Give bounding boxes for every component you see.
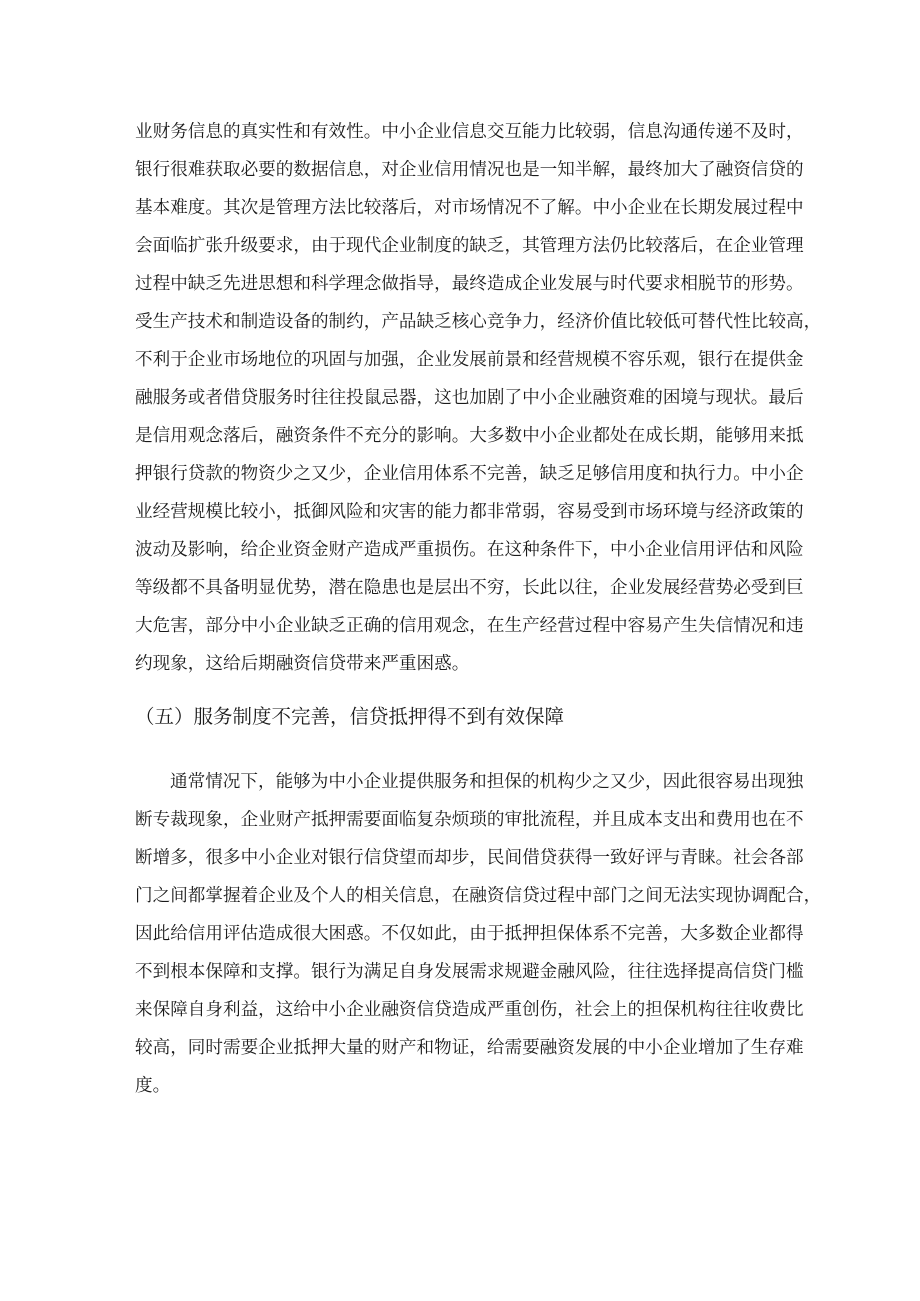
paragraph-line: 断专裁现象，企业财产抵押需要面临复杂烦琐的审批流程，并且成本支出和费用也在不 xyxy=(135,810,804,830)
paragraph-line: 来保障自身利益，这给中小企业融资信贷造成严重创伤，社会上的担保机构往往收费比 xyxy=(135,1000,804,1020)
paragraph-line: 门之间都掌握着企业及个人的相关信息，在融资信贷过程中部门之间无法实现协调配合， xyxy=(135,886,822,906)
paragraph-line: 不利于企业市场地位的巩固与加强，企业发展前景和经营规模不容乐观，银行在提供金 xyxy=(135,350,804,370)
section-heading: （五）服务制度不完善，信贷抵押得不到有效保障 xyxy=(135,705,565,728)
paragraph-line: 约现象，这给后期融资信贷带来严重困惑。 xyxy=(135,654,470,674)
paragraph-line: 是信用观念落后，融资条件不充分的影响。大多数中小企业都处在成长期，能够用来抵 xyxy=(135,426,804,446)
paragraph-line: 过程中缺乏先进思想和科学理念做指导，最终造成企业发展与时代要求相脱节的形势。 xyxy=(135,274,804,294)
paragraph-line: 等级都不具备明显优势，潜在隐患也是层出不穷，长此以往，企业发展经营势必受到巨 xyxy=(135,578,804,598)
paragraph-line: 会面临扩张升级要求，由于现代企业制度的缺乏，其管理方法仍比较落后，在企业管理 xyxy=(135,236,804,256)
paragraph-line: 业经营规模比较小，抵御风险和灾害的能力都非常弱，容易受到市场环境与经济政策的 xyxy=(135,502,804,522)
paragraph-line: 受生产技术和制造设备的制约，产品缺乏核心竞争力，经济价值比较低可替代性比较高， xyxy=(135,312,822,332)
paragraph-line: 波动及影响，给企业资金财产造成严重损伤。在这种条件下，中小企业信用评估和风险 xyxy=(135,540,804,560)
paragraph-line: 融服务或者借贷服务时往往投鼠忌器，这也加剧了中小企业融资难的困境与现状。最后 xyxy=(135,388,804,408)
paragraph-line: 度。 xyxy=(135,1076,171,1096)
paragraph-line: 断增多，很多中小企业对银行信贷望而却步，民间借贷获得一致好评与青睐。社会各部 xyxy=(135,848,804,868)
paragraph-line: 基本难度。其次是管理方法比较落后，对市场情况不了解。中小企业在长期发展过程中 xyxy=(135,198,804,218)
paragraph-line: 业财务信息的真实性和有效性。中小企业信息交互能力比较弱，信息沟通传递不及时， xyxy=(135,122,804,142)
paragraph-line: 较高，同时需要企业抵押大量的财产和物证，给需要融资发展的中小企业增加了生存难 xyxy=(135,1038,804,1058)
paragraph-line: 因此给信用评估造成很大困惑。不仅如此，由于抵押担保体系不完善，大多数企业都得 xyxy=(135,924,804,944)
paragraph-line: 银行很难获取必要的数据信息，对企业信用情况也是一知半解，最终加大了融资信贷的 xyxy=(135,160,804,180)
paragraph-line: 不到根本保障和支撑。银行为满足自身发展需求规避金融风险，往往选择提高信贷门槛 xyxy=(135,962,804,982)
paragraph-line: 大危害，部分中小企业缺乏正确的信用观念，在生产经营过程中容易产生失信情况和违 xyxy=(135,616,804,636)
paragraph-line: 押银行贷款的物资少之又少，企业信用体系不完善，缺乏足够信用度和执行力。中小企 xyxy=(135,464,804,484)
paragraph-line: 通常情况下，能够为中小企业提供服务和担保的机构少之又少，因此很容易出现独 xyxy=(170,772,804,792)
